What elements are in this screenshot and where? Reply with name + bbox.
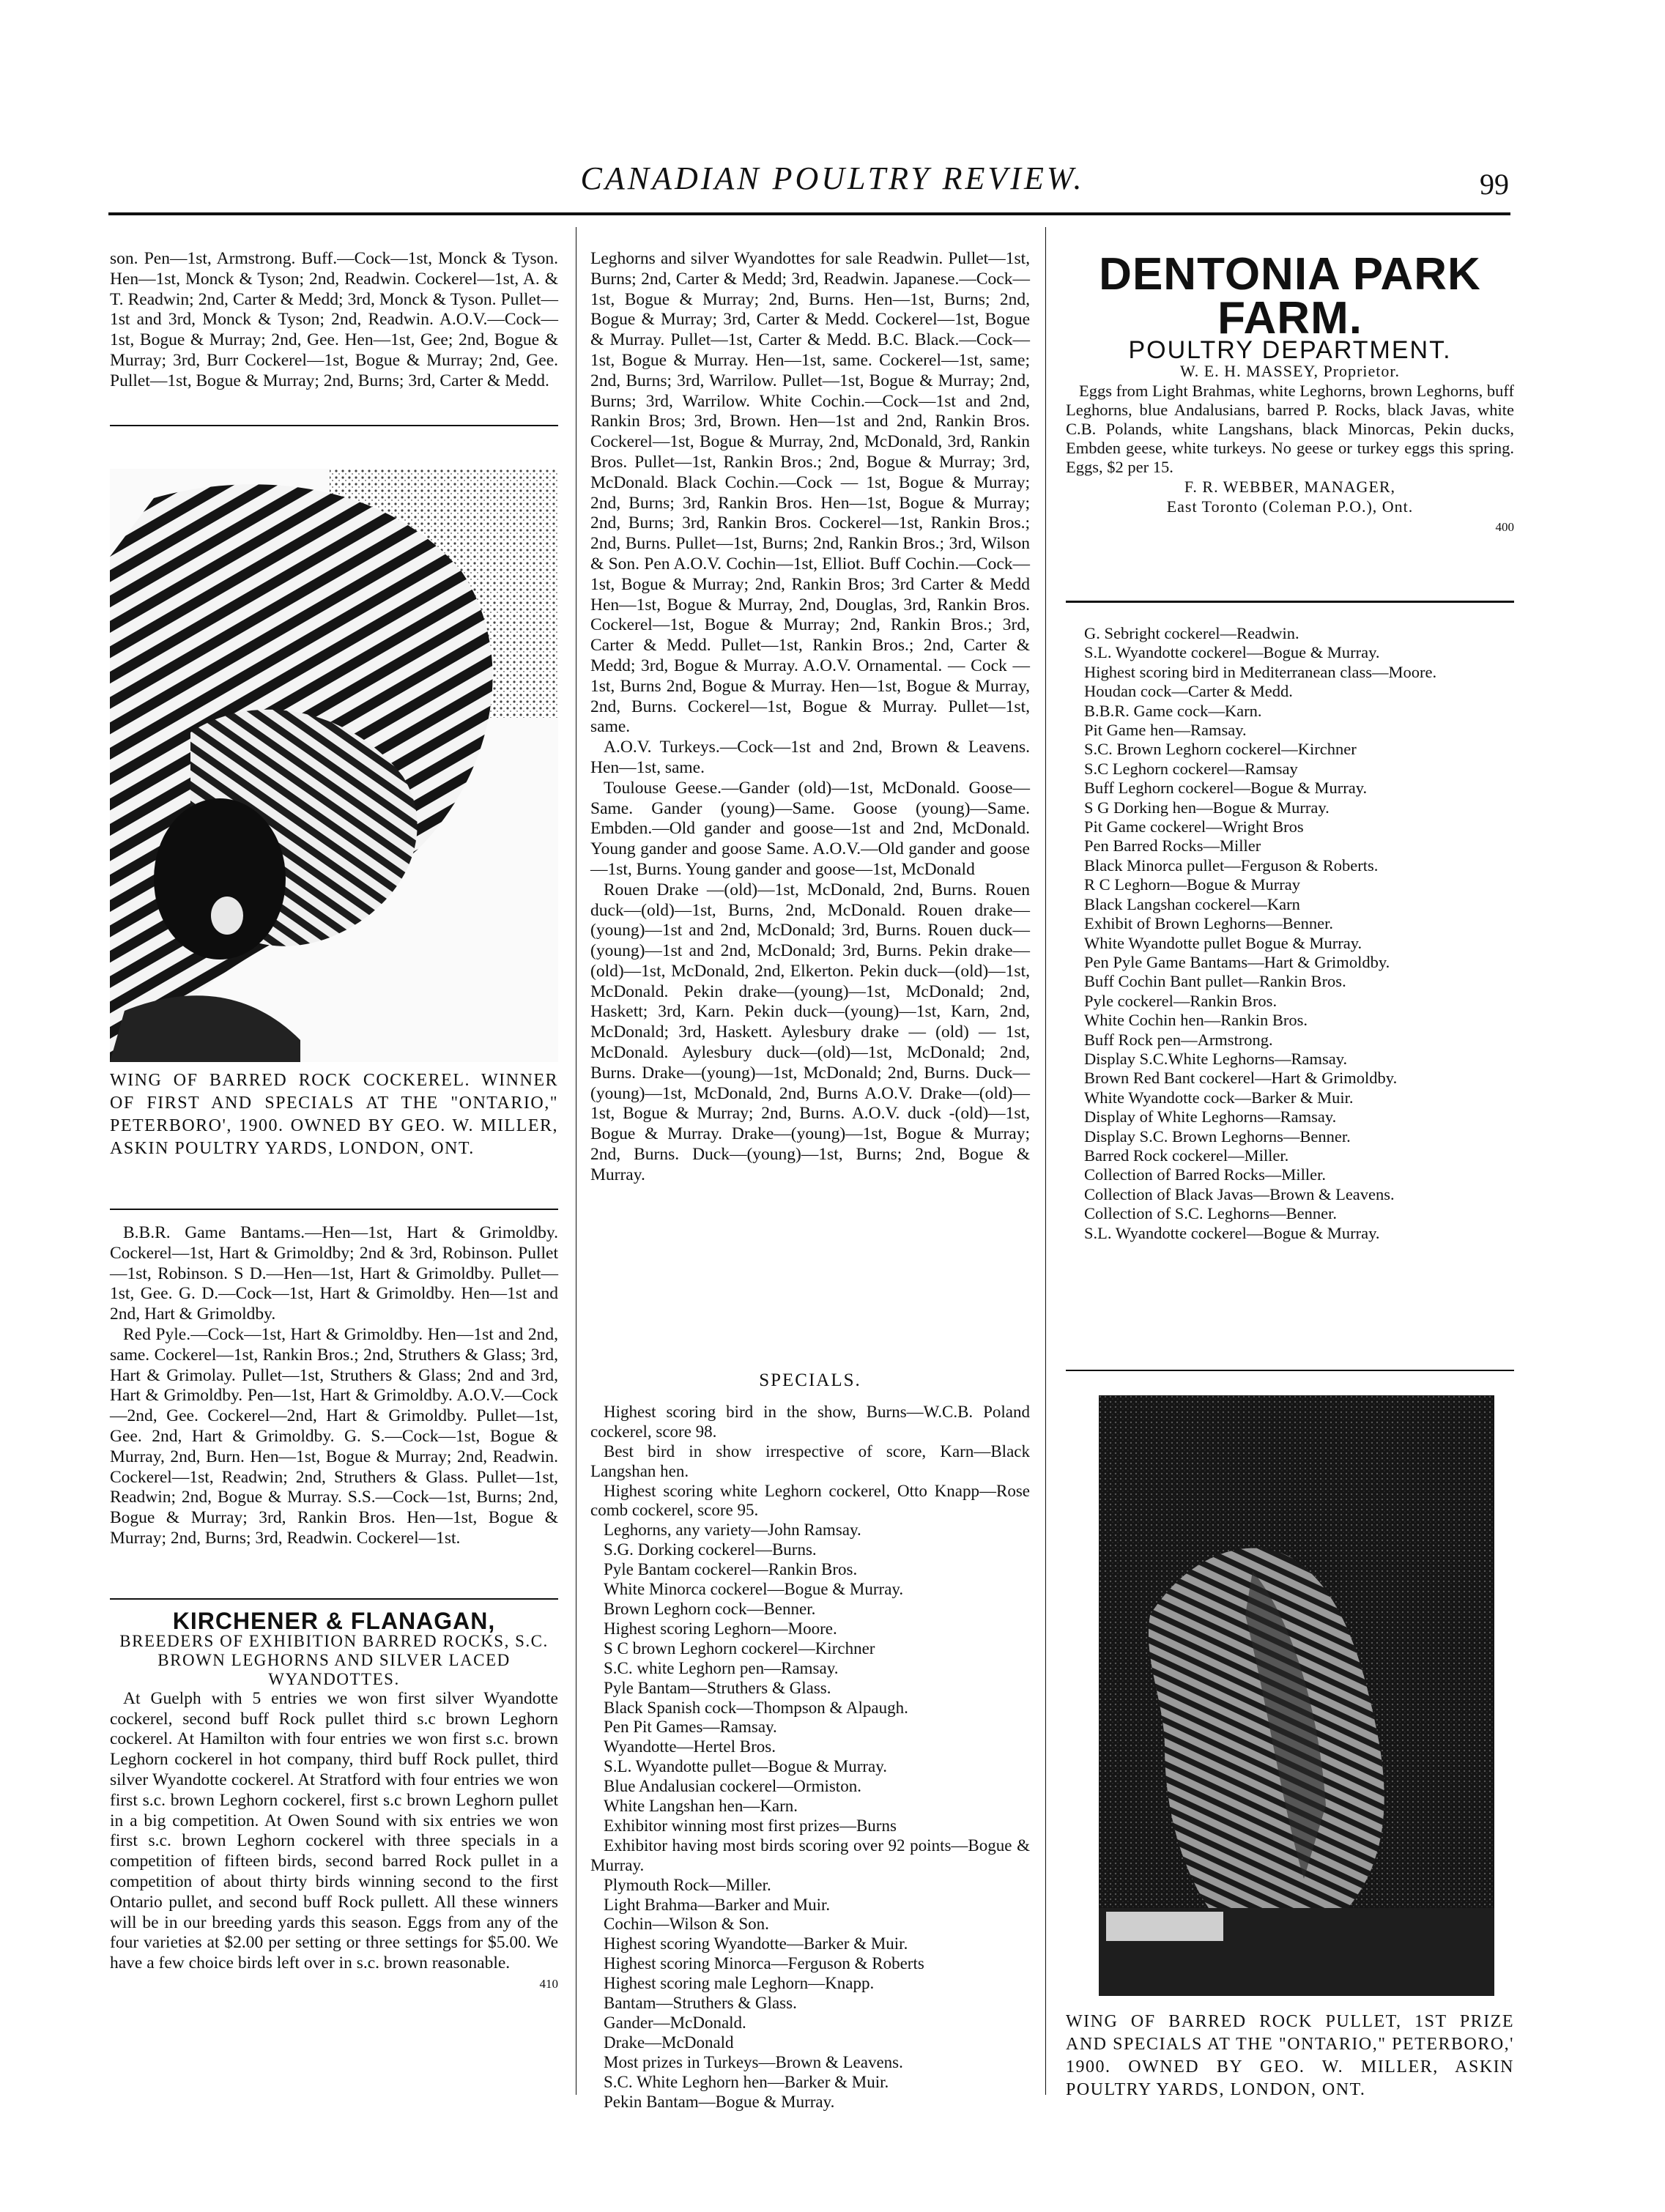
special-item: Buff Leghorn cockerel—Bogue & Murray. <box>1084 779 1368 798</box>
special-item: S.L. Wyandotte pullet—Bogue & Murray. <box>604 1757 888 1776</box>
special-item: Display S.C.White Leghorns—Ramsay. <box>1084 1049 1348 1068</box>
special-item: Display of White Leghorns—Ramsay. <box>1084 1107 1337 1127</box>
bantam-results-2: Red Pyle.—Cock—1st, Hart & Grimoldby. Hen—1st and 2nd, same. Cockerel—1st, Rankin Bros.; 2nd, Struthers & Glass; 3rd, Hart & Grimolay. Pullet—1st, Struthers & Glass; 2nd and 3rd, Hart & Grimoldby. Pen—1st, Hart & Grimoldby. A.O.V.—Cock—2nd, Gee. Cockerel—2nd, Hart & Grimoldby. Pullet—1st, Gee. 2nd, Hart & Grimoldby. G. S.—Cock—1st, Bogue & Murray, 2nd, Burn. Hen—1st, Bogue & Murray; 2nd, Readwin. Cockerel—1st, Readwin; 2nd, Struthers & Glass. Pullet—1st, Readwin; 2nd, Bogue & Murray. S.S.—Cock—1st, Burns; 2nd, Bogue & Murray; 3rd, Rankin Bros. Hen—1st, Bogue & Murray; 2nd, Burns; 3rd, Readwin. Cockerel—1st. <box>110 1324 558 1548</box>
kirchener-ad-body: At Guelph with 5 entries we won first silver Wyandotte cockerel, second buff Rock pullet third s.c brown Leghorn cockerel. At Hamilton with four entries we won first s.c. brown Leghorn cockerel in hot company, third buff Rock pullet, third silver Wyandotte cockerel. At Stratford with four entries we won first s.c. brown Leghorn cockerel, first s.c brown Leghorn pullet in a big competition. At Owen Sound with six entries we won first s.c. brown Leghorn cockerel with three specials in a competition of fifteen birds, second barred Rock pullet in a competition of about thirty birds winning second to the first Ontario pullet, and second buff Rock pullett. All these winners will be in our breeding yards this season. Eggs from any of the four varieties at $2.00 per setting or three settings for $5.00. We have a few choice birds left over in s.c. brown reasonable. <box>110 1688 558 1973</box>
special-item: Collection of Barred Rocks—Miller. <box>1084 1165 1326 1184</box>
special-item: B.B.R. Game cock—Karn. <box>1084 701 1262 720</box>
special-item: Collection of S.C. Leghorns—Benner. <box>1084 1204 1337 1223</box>
special-item: Buff Cochin Bant pullet—Rankin Bros. <box>1084 972 1346 991</box>
dentonia-ad-department: POULTRY DEPARTMENT. <box>1128 336 1452 364</box>
pullet-wing-photo <box>1099 1395 1494 1996</box>
special-item: Exhibit of Brown Leghorns—Benner. <box>1084 914 1333 933</box>
special-item: S.L. Wyandotte cockerel—Bogue & Murray. <box>1084 643 1380 662</box>
special-item: Most prizes in Turkeys—Brown & Leavens. <box>604 2052 903 2071</box>
geese-results: Toulouse Geese.—Gander (old)—1st, McDonald. Goose—Same. Gander (young)—Same. Goose (young)—Same. Embden.—Old gander and goose—1st and 2nd, McDonald. Young gander and goose Same. A.O.V.—Old gander and goose—1st, Burns. Young gander and goose—1st, McDonald <box>590 778 1030 879</box>
special-item: Wyandotte—Hertel Bros. <box>604 1737 776 1756</box>
special-item: Best bird in show irrespective of score, Karn—Black Langshan hen. <box>590 1441 1030 1480</box>
special-item: G. Sebright cockerel—Readwin. <box>1084 624 1299 642</box>
special-item: Exhibitor having most birds scoring over 92 points—Bogue & Murray. <box>590 1836 1030 1874</box>
special-item: Highest scoring Leghorn—Moore. <box>604 1619 837 1638</box>
fowl-results: Leghorns and silver Wyandottes for sale Readwin. Pullet—1st, Burns; 2nd, Carter & Medd; 3rd, Readwin. Japanese.—Cock—1st, Bogue & Murray; 2nd, Burns. Hen—1st, Burns; 2nd, Bogue & Murray; 3rd, Carter & Medd. Cockerel—1st, Bogue & Murray. Pullet—1st, Carter & Medd. B.C. Black.—Cock—1st, Bogue & Murray. Hen—1st, same. Cockerel—1st, same; 2nd, Burns; 3rd, Warrilow. Pullet—1st, Bogue & Murray; 2nd, Burns; 3rd, Warrilow. White Cochin.—Cock—1st and 2nd, Rankin Bros; 3rd, Brown. Hen—1st and 2nd, Rankin Bros. Cockerel—1st, Bogue & Murray, 2nd, McDonald, 3rd, Rankin Bros. Pullet—1st, Rankin Bros.; 2nd, Bogue & Murray; 3rd, McDonald. Black Cochin.—Cock — 1st, Bogue & Murray; 2nd, Burns; 3rd, Rankin Bros. Hen—1st, Bogue & Murray; 2nd, Burns; 3rd, Rankin Bros. Cockerel—1st, Rankin Bros.; 2nd, Burns. Pullet—1st, Burns; 2nd, Rankin Bros.; 3rd, Wilson & Son. Pen A.O.V. Cochin—1st, Elliot. Buff Cochin.—Cock—1st, Bogue & Murray; 2nd, Rankin Bros; 3rd Carter & Medd Hen—1st, Bogue & Murray, 2nd, Douglas, 3rd, Rankin Bros. Cockerel—1st, Bogue & Murray; 2nd, Rankin Bros.; 3rd, Carter & Medd. Pullet—1st, Rankin Bros.; 2nd, Carter & Medd; 3rd, Bogue & Murray. A.O.V. Ornamental. — Cock — 1st, Burns 2nd, Bogue & Murray. Hen—1st, Bogue & Murray, 2nd, Burns. Cockerel—1st, Bogue & Murray. Pullet—1st, same. <box>590 249 1030 737</box>
special-item: S C brown Leghorn cockerel—Kirchner <box>604 1638 875 1658</box>
cockerel-photo-caption: WING OF BARRED ROCK COCKEREL. WINNER OF FIRST AND SPECIALS AT THE "ONTARIO," PETERBORO', 1900. OWNED BY GEO. W. MILLER, ASKIN POULTRY YARDS, LONDON, ONT. <box>110 1071 558 1158</box>
special-item: White Minorca cockerel—Bogue & Murray. <box>604 1580 904 1599</box>
special-item: White Langshan hen—Karn. <box>604 1797 798 1816</box>
special-item: S.C. white Leghorn pen—Ramsay. <box>604 1658 839 1677</box>
special-item: Brown Leghorn cock—Benner. <box>604 1599 816 1618</box>
results-paragraph: son. Pen—1st, Armstrong. Buff.—Cock—1st, Monck & Tyson. Hen—1st, Monck & Tyson; 2nd, Readwin. Cockerel—1st, A. & T. Readwin; 2nd, Carter & Medd; 3rd, Monck & Tyson. Pullet—1st and 3rd, Monck & Tyson; 2nd, Readwin. A.O.V.—Cock—1st, Bogue & Murray; 2nd, Gee. Hen—1st, Gee; 2nd, Bogue & Murray; 3rd, Burr Cockerel—1st, Bogue & Murray; 2nd, Gee. Pullet—1st, Bogue & Murray; 2nd, Burns; 3rd, Carter & Medd. <box>110 249 558 390</box>
special-item: Pyle cockerel—Rankin Bros. <box>1084 991 1278 1010</box>
special-item: White Wyandotte pullet Bogue & Murray. <box>1084 933 1362 952</box>
special-item: Leghorns, any variety—John Ramsay. <box>604 1521 861 1540</box>
special-item: S.C. White Leghorn hen—Barker & Muir. <box>604 2072 889 2091</box>
column-3-specials-list <box>1084 624 1514 1243</box>
special-item: Highest scoring Minorca—Ferguson & Roberts <box>604 1954 924 1973</box>
column-divider-2 <box>1045 227 1046 2095</box>
kirchener-ad-subtitle: BREEDERS OF EXHIBITION BARRED ROCKS, S.C. BROWN LEGHORNS AND SILVER LACED WYANDOTTES. <box>119 1631 549 1688</box>
special-item: Display S.C. Brown Leghorns—Benner. <box>1084 1127 1351 1146</box>
special-item: Pen Pyle Game Bantams—Hart & Grimoldby. <box>1084 952 1390 971</box>
column-3-rule <box>1066 601 1514 603</box>
special-item: Highest scoring bird in the show, Burns—W.C.B. Poland cockerel, score 98. <box>590 1402 1030 1441</box>
dentonia-ad-title: DENTONIA PARK FARM. <box>1099 249 1481 344</box>
dentonia-ad-address: East Toronto (Coleman P.O.), Ont. <box>1166 497 1414 516</box>
special-item: Pyle Bantam—Struthers & Glass. <box>604 1678 831 1697</box>
special-item: Pyle Bantam cockerel—Rankin Bros. <box>604 1560 858 1579</box>
specials-heading: SPECIALS. <box>759 1370 861 1390</box>
special-item: Light Brahma—Barker and Muir. <box>604 1895 831 1914</box>
special-item: Black Spanish cock—Thompson & Alpaugh. <box>604 1698 908 1717</box>
special-item: S.G. Dorking cockerel—Burns. <box>604 1540 817 1559</box>
dentonia-ad-body: Eggs from Light Brahmas, white Leghorns, brown Leghorns, buff Leghorns, blue Andalusians, barred P. Rocks, black Javas, white C.B. Polands, white Langshans, black Minorcas, Pekin ducks, Embden geese, white turkeys. No geese or turkey eggs this spring. Eggs, $2 per 15. <box>1066 381 1514 476</box>
cockerel-wing-photo <box>110 469 558 1062</box>
dentonia-ad-number: 400 <box>1495 520 1514 535</box>
column-1-rule-2 <box>110 1209 558 1210</box>
header-rule <box>108 212 1510 215</box>
special-item: Plymouth Rock—Miller. <box>604 1875 771 1894</box>
turkey-results: A.O.V. Turkeys.—Cock—1st and 2nd, Brown & Leavens. Hen—1st, same. <box>590 738 1030 777</box>
column-3-rule-2 <box>1066 1370 1514 1371</box>
kirchener-ad-number: 410 <box>539 1976 558 1991</box>
dentonia-ad-proprietor: W. E. H. MASSEY, Proprietor. <box>1180 361 1400 380</box>
special-item: Gander—McDonald. <box>604 2014 746 2032</box>
special-item: Blue Andalusian cockerel—Ormiston. <box>604 1777 861 1796</box>
special-item: White Cochin hen—Rankin Bros. <box>1084 1011 1308 1030</box>
special-item: S.C Leghorn cockerel—Ramsay <box>1084 759 1298 778</box>
kirchener-ad-title: KIRCHENER & FLANAGAN, <box>172 1608 496 1634</box>
special-item: Collection of Black Javas—Brown & Leavens. <box>1084 1184 1395 1203</box>
page-number: 99 <box>1480 168 1509 201</box>
column-1-bottom-text <box>110 1223 558 1549</box>
specials-section <box>590 1371 1030 2112</box>
special-item: Bantam—Struthers & Glass. <box>604 1994 797 2013</box>
column-1-rule-3 <box>110 1598 558 1600</box>
special-item: Highest scoring Wyandotte—Barker & Muir. <box>604 1934 908 1953</box>
duck-results: Rouen Drake —(old)—1st, McDonald, 2nd, Burns. Rouen duck—(old)—1st, Burns, 2nd, McDonald. Rouen drake—(young)—1st and 2nd, McDonald; 3rd, Burns. Rouen duck—(young)—1st and 2nd, McDonald; 3rd, Burns. Pekin drake—(old)—1st, McDonald, 2nd, Elkerton. Pekin duck—(old)—1st, McDonald. Pekin drake—(young)—1st, McDonald; 2nd, Haskett; 3rd, Karn. Pekin duck—(young)—1st, Karn, 2nd, McDonald; 3rd, Haskett. Aylesbury drake — (old) — 1st, McDonald. Aylesbury duck—(old)—1st, McDonald; 2nd, Burns. Drake—(young)—1st, McDonald; 2nd, Burns. Duck—(young)—1st, McDonald, 2nd, Burns A.O.V. Drake—(old)—1st, Bogue & Murray; 2nd, Burns. A.O.V. duck -(old)—1st, Bogue & Murray. Drake—(young)—1st, Bogue & Murray; 2nd, Burns. Duck—(young)—1st, Burns; 2nd, Bogue & Murray. <box>590 880 1030 1184</box>
special-item: Pekin Bantam—Bogue & Murray. <box>604 2092 835 2111</box>
special-item: Highest scoring bird in Mediterranean class—Moore. <box>1084 662 1437 681</box>
special-item: Pit Game cockerel—Wright Bros <box>1084 817 1304 836</box>
special-item: Pen Barred Rocks—Miller <box>1084 836 1261 856</box>
special-item: Barred Rock cockerel—Miller. <box>1084 1146 1289 1165</box>
column-1-rule <box>110 425 558 426</box>
special-item: Cochin—Wilson & Son. <box>604 1915 769 1934</box>
dentonia-ad-manager: F. R. WEBBER, MANAGER, <box>1184 477 1396 496</box>
dentonia-ad <box>1066 249 1514 538</box>
column-1-top-text <box>110 249 558 392</box>
special-item: S.L. Wyandotte cockerel—Bogue & Murray. <box>1084 1223 1380 1242</box>
special-item: Drake—McDonald <box>604 2033 734 2052</box>
special-item: Pit Game hen—Ramsay. <box>1084 721 1247 740</box>
special-item: Black Langshan cockerel—Karn <box>1084 894 1300 913</box>
special-item: Houdan cock—Carter & Medd. <box>1084 682 1293 701</box>
special-item: Highest scoring male Leghorn—Knapp. <box>604 1974 875 1993</box>
bantam-results-1: B.B.R. Game Bantams.—Hen—1st, Hart & Grimoldby. Cockerel—1st, Hart & Grimoldby; 2nd & 3rd, Robinson. Pullet—1st, Robinson. S D.—Hen—1st, Hart & Grimoldby. Pullet—1st, Gee. G. D.—Cock—1st, Hart & Grimoldby. Hen—1st and 2nd, Hart & Grimoldby. <box>110 1223 558 1324</box>
running-head: CANADIAN POULTRY REVIEW. <box>580 160 1085 196</box>
special-item: Pen Pit Games—Ramsay. <box>604 1718 777 1737</box>
special-item: Buff Rock pen—Armstrong. <box>1084 1030 1273 1049</box>
kirchener-ad <box>110 1608 558 1994</box>
special-item: Exhibitor winning most first prizes—Burns <box>604 1816 897 1835</box>
special-item: S G Dorking hen—Bogue & Murray. <box>1084 798 1330 817</box>
special-item: Highest scoring white Leghorn cockerel, Otto Knapp—Rose comb cockerel, score 95. <box>590 1481 1030 1520</box>
special-item: Black Minorca pullet—Ferguson & Roberts. <box>1084 856 1379 875</box>
column-2-text <box>590 249 1030 1186</box>
special-item: White Wyandotte cock—Barker & Muir. <box>1084 1088 1354 1107</box>
special-item: R C Leghorn—Bogue & Murray <box>1084 875 1300 894</box>
pullet-photo-caption: WING OF BARRED ROCK PULLET, 1ST PRIZE AND SPECIALS AT THE "ONTARIO," PETERBORO,' 1900. OWNED BY GEO. W. MILLER, ASKIN POULTRY YARDS, LONDON, ONT. <box>1066 2012 1514 2099</box>
special-item: Brown Red Bant cockerel—Hart & Grimoldby. <box>1084 1069 1398 1088</box>
special-item: S.C. Brown Leghorn cockerel—Kirchner <box>1084 740 1357 759</box>
